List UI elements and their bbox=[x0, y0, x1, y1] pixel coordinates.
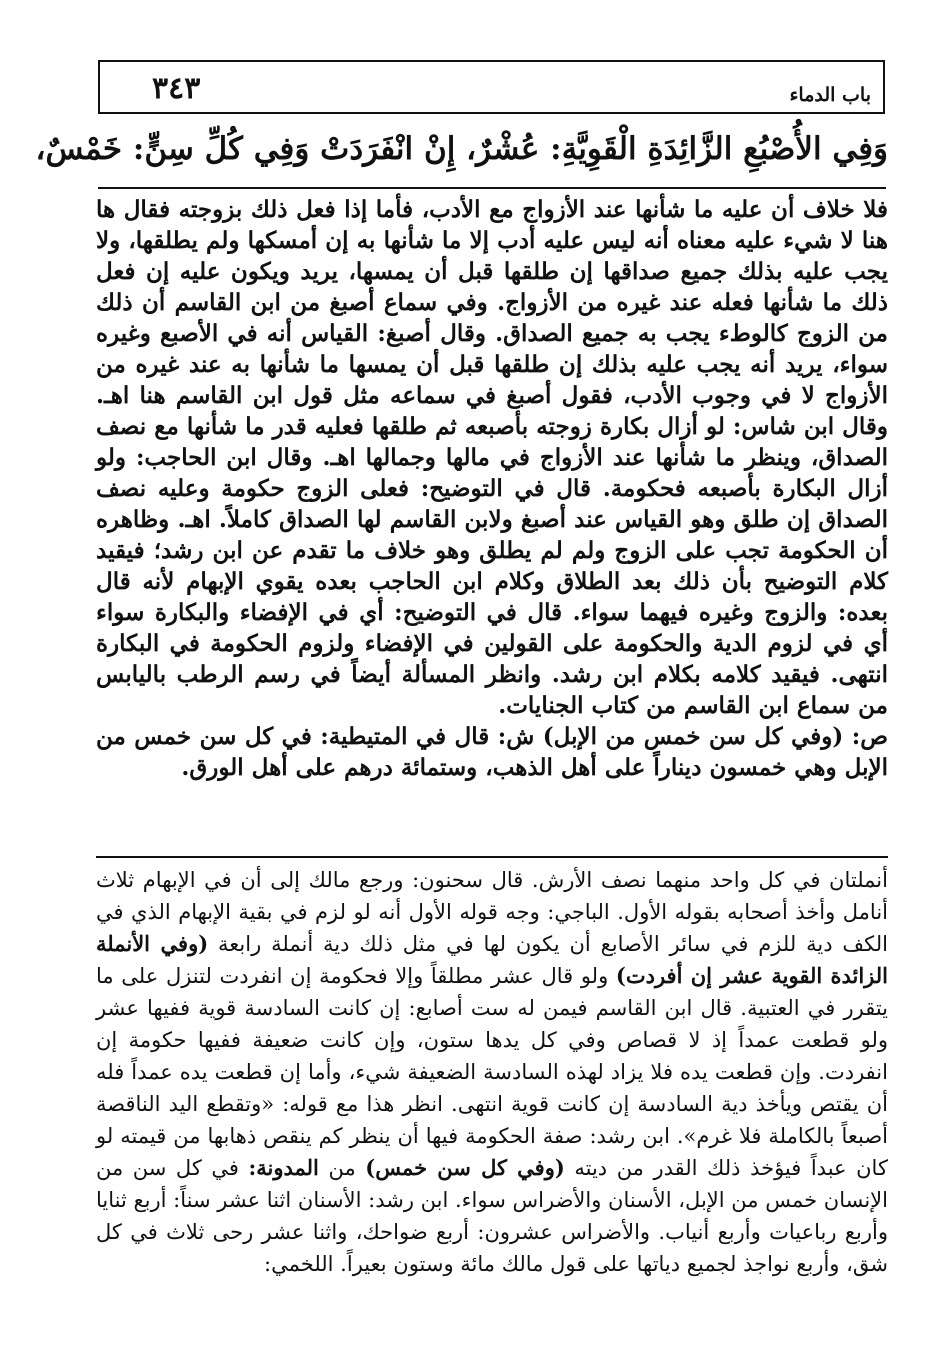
divider-top bbox=[98, 187, 886, 189]
footnote-text: في كل سن من الإنسان خمس من الإبل، الأسنان والأضراس سواء. ابن رشد: الأسنان اثنا عشر سناً: أربع ثنايا وأربع رباعيات وأربع أنياب. والأضراس عشرون: أربع ضواحك، واثنا عشر رحى ثلاث في كل شق، وأربع نواجذ لجميع دياتها على قول مالك مائة وستون بعيراً. اللخمي: bbox=[96, 1156, 888, 1276]
divider-footnotes bbox=[96, 856, 888, 858]
footnote-text: من bbox=[328, 1156, 356, 1180]
chapter-title: باب الدماء bbox=[789, 84, 871, 106]
commentary-paragraph: فلا خلاف أن عليه ما شأنها عند الأزواج مع الأدب، فأما إذا فعل ذلك بزوجته فقال ها هنا لا شيء عليه معناه أنه ليس عليه أدب إلا ما شأنها به إن أمسكها ولم يطلقها، ولا يجب عليه بذلك جميع صداقها إن طلقها قبل أن يمسها، يريد ويكون عليه إن فعل ذلك ما شأنها فعله عند غيره من الأزواج. وفي سماع أصبغ من ابن القاسم أن ذلك من الزوج كالوطء يجب به جميع الصداق. وقال أصبغ: القياس أنه في الأصبع وغيره سواء، يريد أنه يجب عليه بذلك إن طلقها قبل أن يمسها ما شأنها به عند غيره من الأزواج لا في وجوب الأدب، فقول أصبغ في سماعه مثل قول ابن القاسم هنا اهـ. وقال ابن شاس: لو أزال بكارة زوجته بأصبعه ثم طلقها فعليه قدر ما شأنها مع نصف الصداق، وينظر ما شأنها عند الأزواج في مالها وجمالها اهـ. وقال ابن الحاجب: ولو أزال البكارة بأصبعه فحكومة. قال في التوضيح: فعلى الزوج حكومة وعليه نصف الصداق إن طلق وهو القياس عند أصبغ ولابن القاسم لها الصداق كاملاً. اهـ. وظاهره أن الحكومة تجب على الزوج ولم لم يطلق وهو خلاف ما تقدم عن ابن رشد؛ فيقيد كلام التوضيح بأن ذلك بعد الطلاق وكلام ابن الحاجب بعده يقوي الإبهام لأنه قال بعده: والزوج وغيره فيهما سواء. قال في التوضيح: أي في الإفضاء والبكارة سواء أي في لزوم الدية والحكومة على القولين في الإفضاء ولزوم الحكومة في البكارة انتهى. فيقيد كلامه بكلام ابن رشد. وانظر المسألة أيضاً في رسم الرطب باليابس من سماع ابن القاسم من كتاب الجنايات. bbox=[96, 196, 889, 719]
footnote-text: أنملتان في كل واحد منهما نصف الأرش. قال سحنون: ورجع مالك إلى أن في الإبهام ثلاث أنامل وأخذ أصحابه بقوله الأول. الباجي: وجه قوله الأول أنه لو لزم في بقية الإبهام الذي في الكف دية للزم في سائر الأصابع أن يكون لها في مثل ذلك دية أنملة رابعة bbox=[96, 868, 888, 956]
footnote-bold-quote: (وفي كل سن خمس) bbox=[365, 1155, 565, 1180]
footnote-paragraph bbox=[96, 864, 888, 1280]
footnote-bold-source: المدونة: bbox=[248, 1155, 319, 1180]
page-number: ٣٤٣ bbox=[152, 71, 201, 106]
commentary-paragraph bbox=[96, 721, 888, 783]
commentary-text: قال في المتيطية: في كل سن خمس من الإبل وهي خمسون ديناراً على أهل الذهب، وستمائة درهم على أهل الورق. bbox=[96, 723, 888, 781]
matn-line: وَفِي الأُصْبُعِ الزَّائِدَةِ الْقَوِيَّةِ: عُشْرٌ، إِنْ انْفَرَدَتْ وَفِي كُلِّ سِنٍّ: خَمْسٌ، bbox=[35, 131, 888, 167]
commentary-body bbox=[96, 194, 888, 783]
footnote-bold-quote: (وفي الأنملة الزائدة القوية عشر إن أفردت) bbox=[96, 931, 889, 988]
matn-quote-marker: ص: (وفي كل سن خمس من الإبل) ش: bbox=[497, 723, 888, 750]
footnotes-section bbox=[96, 864, 888, 1280]
footnote-text: ولو قال عشر مطلقاً وإلا فحكومة إن انفردت لتنزل على ما يتقرر في العتبية. قال ابن القاسم فيمن له ست أصابع: إن كانت السادسة قوية ففيها عشر ولو قطعت عمداً إذ لا قصاص وفي كل يدها ستون، وإن كانت ضعيفة ففيها حكومة إن انفردت. وإن قطعت يده فلا يزاد لهذه السادسة الضعيفة شيء، وأما إن قطعت يده عمداً فله أن يقتص ويأخذ دية السادسة إن كانت قوية انتهى. انظر هذا مع قوله: «وتقطع اليد الناقصة أصبعاً بالكاملة فلا غرم». ابن رشد: صفة الحكومة فيها أن ينظر كم ينقص ذهابها من قيمته لو كان عبداً فيؤخذ ذلك القدر من ديته bbox=[96, 964, 888, 1180]
page-header bbox=[98, 60, 885, 114]
